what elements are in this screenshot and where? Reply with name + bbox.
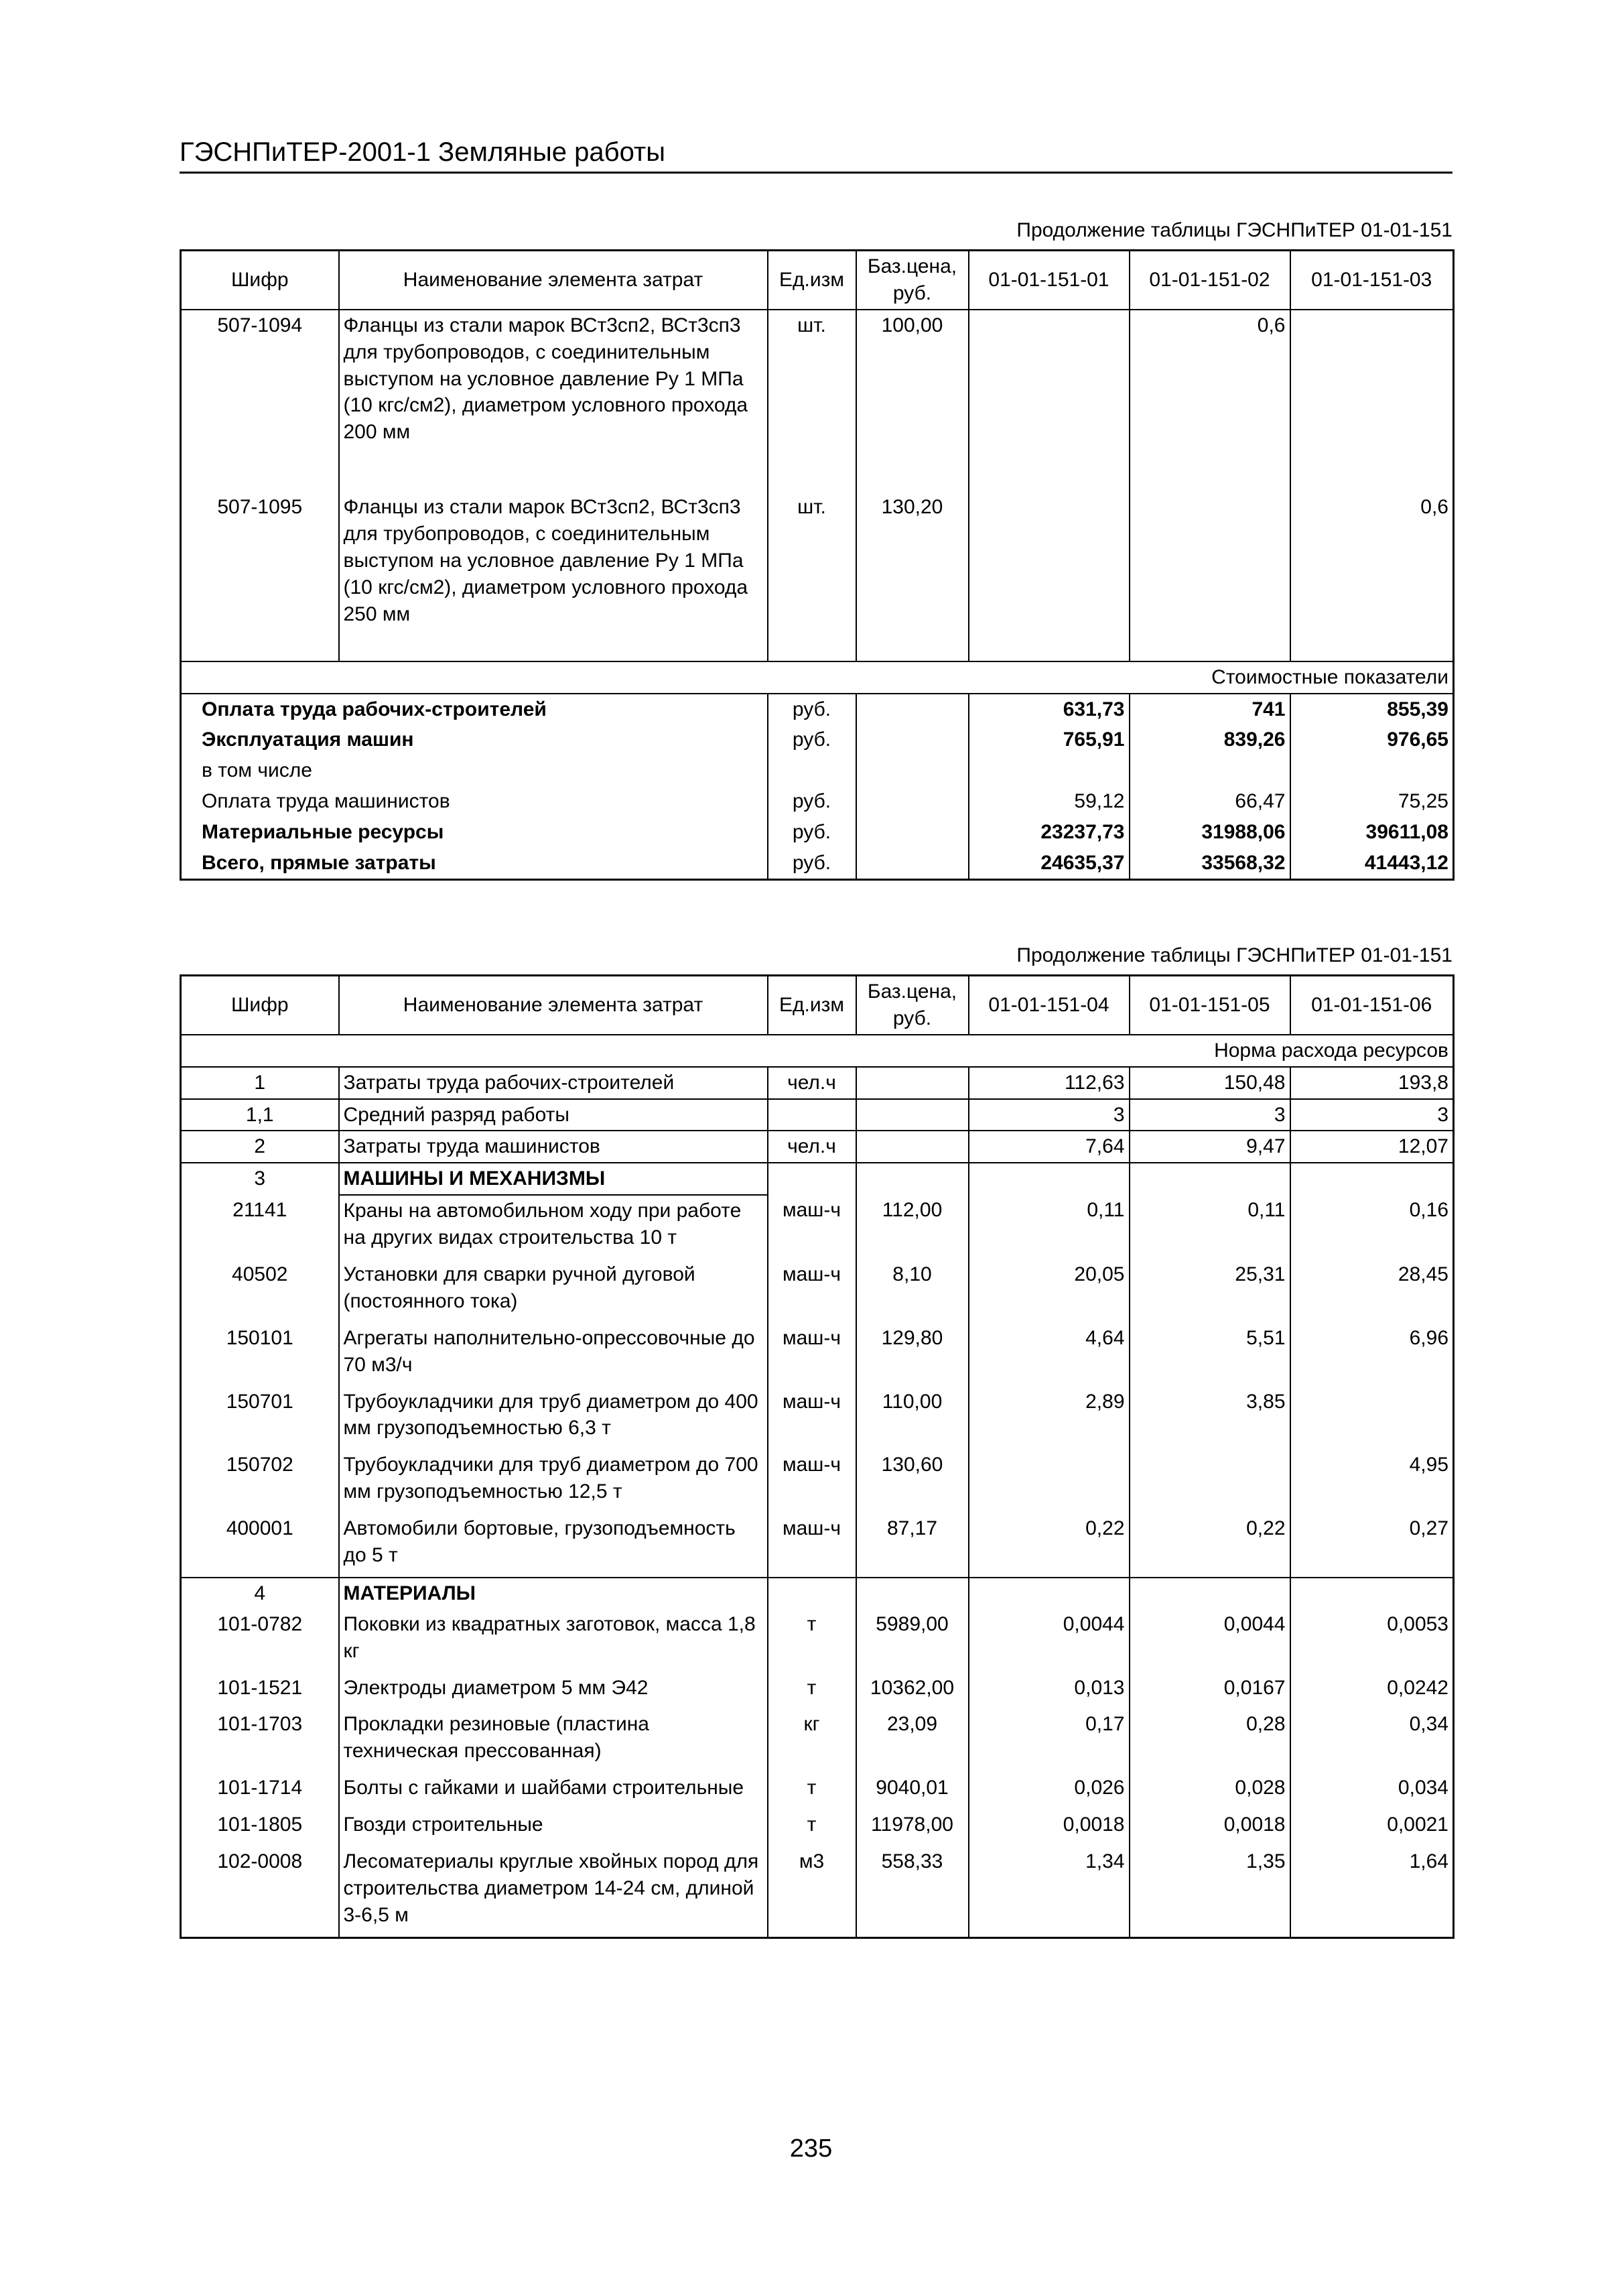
row-price: 130,20 <box>856 492 969 629</box>
section-label: Стоимостные показатели <box>1211 665 1448 688</box>
table-row <box>181 1099 1454 1131</box>
cost-price <box>856 755 969 786</box>
column-header-c3: 01-01-151-06 <box>1290 976 1454 1035</box>
row-unit: чел.ч <box>768 1067 856 1099</box>
spacer-row <box>181 630 1454 661</box>
row-value-c2: 0,22 <box>1130 1513 1290 1578</box>
row-value-c3: 193,8 <box>1290 1067 1454 1099</box>
cost-value-c2: 741 <box>1130 694 1290 725</box>
cost-value-c1: 59,12 <box>969 786 1130 817</box>
row-value-c1: 0,22 <box>969 1513 1130 1578</box>
row-value-c2: 0,0044 <box>1130 1609 1290 1673</box>
row-value-c3: 6,96 <box>1290 1323 1454 1387</box>
group-c2 <box>1130 1163 1290 1195</box>
table-row <box>181 310 1454 448</box>
cost-value-c1: 23237,73 <box>969 817 1130 848</box>
group-row-machines <box>181 1163 1454 1195</box>
row-unit: маш-ч <box>768 1195 856 1259</box>
cost-price <box>856 694 969 725</box>
row-unit: м3 <box>768 1846 856 1937</box>
row-value-c2: 0,0018 <box>1130 1809 1290 1846</box>
row-price: 11978,00 <box>856 1809 969 1846</box>
group-c1 <box>969 1578 1130 1609</box>
row-value-c1 <box>969 310 1130 448</box>
row-code: 40502 <box>232 1263 288 1286</box>
row-value-c3: 4,95 <box>1290 1450 1454 1513</box>
row-code: 101-1805 <box>217 1813 303 1836</box>
cost-price <box>856 786 969 817</box>
row-value-c2: 1,35 <box>1130 1846 1290 1937</box>
column-header-name: Наименование элемента затрат <box>339 976 768 1035</box>
row-value-c3: 0,0053 <box>1290 1609 1454 1673</box>
row-code: 400001 <box>226 1517 293 1540</box>
row-name: Агрегаты наполнительно-опрессовочные до 70 м3/ч <box>339 1323 768 1387</box>
cost-name: Всего, прямые затраты <box>202 852 436 875</box>
cost-price <box>856 817 969 848</box>
row-unit: маш-ч <box>768 1387 856 1450</box>
row-value-c3 <box>1290 310 1454 448</box>
row-value-c1: 0,013 <box>969 1673 1130 1710</box>
cost-price <box>856 724 969 755</box>
row-unit: т <box>768 1673 856 1710</box>
group-unit <box>768 1578 856 1609</box>
row-value-c2: 0,28 <box>1130 1709 1290 1773</box>
group-code: 3 <box>254 1167 266 1190</box>
spacer-row <box>181 448 1454 492</box>
table-row <box>181 1195 1454 1259</box>
row-value-c1: 0,0018 <box>969 1809 1130 1846</box>
row-name: Фланцы из стали марок ВСт3сп2, ВСт3сп3 для трубопроводов, с соединительным выступом на условное давление Ру 1 МПа (10 кгс/см2), диаметром условного прохода 200 мм <box>339 310 768 448</box>
cost-value-c1 <box>969 755 1130 786</box>
group-price <box>856 1578 969 1609</box>
cost-name: Оплата труда машинистов <box>202 790 450 813</box>
row-code: 21141 <box>232 1199 287 1222</box>
row-value-c1: 1,34 <box>969 1846 1130 1937</box>
row-value-c1 <box>969 1450 1130 1513</box>
column-header-code: Шифр <box>230 993 289 1016</box>
table-row <box>181 1846 1454 1937</box>
group-name: МАТЕРИАЛЫ <box>339 1578 768 1609</box>
cost-row <box>181 724 1454 755</box>
row-code: 101-1714 <box>217 1777 303 1799</box>
row-code: 150702 <box>226 1454 293 1476</box>
cost-value-c1: 24635,37 <box>969 848 1130 879</box>
table1-caption: Продолжение таблицы ГЭСНПиТЕР 01-01-151 <box>1016 219 1452 241</box>
row-value-c1: 4,64 <box>969 1323 1130 1387</box>
page-number: 235 <box>789 2134 833 2163</box>
cost-row <box>181 694 1454 725</box>
cost-value-c3: 976,65 <box>1290 724 1454 755</box>
row-value-c2: 150,48 <box>1130 1067 1290 1099</box>
table-row <box>181 1773 1454 1809</box>
group-row-materials <box>181 1578 1454 1609</box>
row-value-c3: 0,34 <box>1290 1709 1454 1773</box>
table-row <box>181 1809 1454 1846</box>
row-price: 87,17 <box>856 1513 969 1578</box>
row-code: 150101 <box>226 1326 293 1349</box>
cost-value-c1: 631,73 <box>969 694 1130 725</box>
column-header-c1: 01-01-151-01 <box>969 251 1130 310</box>
cost-value-c2: 839,26 <box>1130 724 1290 755</box>
table2-caption: Продолжение таблицы ГЭСНПиТЕР 01-01-151 <box>1016 944 1452 966</box>
table-row <box>181 1387 1454 1450</box>
row-value-c3: 12,07 <box>1290 1131 1454 1163</box>
page-header: ГЭСНПиТЕР-2001-1 Земляные работы <box>180 137 1452 174</box>
row-value-c2: 0,028 <box>1130 1773 1290 1809</box>
cost-value-c1: 765,91 <box>969 724 1130 755</box>
row-value-c1: 0,11 <box>969 1195 1130 1259</box>
row-price: 558,33 <box>856 1846 969 1937</box>
column-header-price: Баз.цена, руб. <box>856 976 969 1035</box>
table-row <box>181 492 1454 629</box>
cost-value-c3 <box>1290 755 1454 786</box>
row-price <box>856 1099 969 1131</box>
row-price <box>856 1067 969 1099</box>
row-unit: т <box>768 1809 856 1846</box>
row-value-c1: 0,17 <box>969 1709 1130 1773</box>
row-value-c3 <box>1290 1387 1454 1450</box>
table-row <box>181 1673 1454 1710</box>
row-name: Гвозди строительные <box>339 1809 768 1846</box>
group-c2 <box>1130 1578 1290 1609</box>
row-name: Затраты труда рабочих-строителей <box>339 1067 768 1099</box>
row-value-c2: 3 <box>1130 1099 1290 1131</box>
table-row <box>181 1259 1454 1323</box>
row-price: 10362,00 <box>856 1673 969 1710</box>
row-value-c1: 2,89 <box>969 1387 1130 1450</box>
section-label-row <box>181 1035 1454 1067</box>
row-code: 507-1095 <box>217 496 303 519</box>
row-value-c3: 0,6 <box>1290 492 1454 629</box>
row-price: 23,09 <box>856 1709 969 1773</box>
row-value-c3: 3 <box>1290 1099 1454 1131</box>
row-price: 129,80 <box>856 1323 969 1387</box>
row-value-c2: 3,85 <box>1130 1387 1290 1450</box>
table-row <box>181 1709 1454 1773</box>
row-price: 110,00 <box>856 1387 969 1450</box>
cost-value-c3: 39611,08 <box>1290 817 1454 848</box>
table1 <box>180 249 1455 881</box>
cost-name: Оплата труда рабочих-строителей <box>202 698 547 720</box>
table-row <box>181 1131 1454 1163</box>
cost-value-c3: 855,39 <box>1290 694 1454 725</box>
row-name: Установки для сварки ручной дуговой (постоянного тока) <box>339 1259 768 1323</box>
row-name: Затраты труда машинистов <box>339 1131 768 1163</box>
row-unit: маш-ч <box>768 1259 856 1323</box>
row-name: Электроды диаметром 5 мм Э42 <box>339 1673 768 1710</box>
row-code: 1,1 <box>245 1103 274 1126</box>
row-name: Фланцы из стали марок ВСт3сп2, ВСт3сп3 для трубопроводов, с соединительным выступом на условное давление Ру 1 МПа (10 кгс/см2), диаметром условного прохода 250 мм <box>339 492 768 629</box>
group-c3 <box>1290 1578 1454 1609</box>
row-name: Болты с гайками и шайбами строительные <box>339 1773 768 1809</box>
cost-name: Эксплуатация машин <box>202 728 414 751</box>
row-name: Трубоукладчики для труб диаметром до 400 мм грузоподъемностью 6,3 т <box>339 1387 768 1450</box>
row-value-c3: 0,27 <box>1290 1513 1454 1578</box>
row-unit <box>768 1099 856 1131</box>
row-value-c3: 28,45 <box>1290 1259 1454 1323</box>
row-unit: маш-ч <box>768 1323 856 1387</box>
section-label-row <box>181 661 1454 694</box>
table-row <box>181 1513 1454 1578</box>
row-value-c3: 1,64 <box>1290 1846 1454 1937</box>
row-name: Автомобили бортовые, грузоподъемность до 5 т <box>339 1513 768 1578</box>
group-unit <box>768 1163 856 1195</box>
row-value-c2: 0,6 <box>1130 310 1290 448</box>
cost-name: в том числе <box>202 759 312 782</box>
row-value-c1: 20,05 <box>969 1259 1130 1323</box>
row-name: Средний разряд работы <box>339 1099 768 1131</box>
row-value-c3: 0,16 <box>1290 1195 1454 1259</box>
row-value-c3: 0,0242 <box>1290 1673 1454 1710</box>
row-name: Лесоматериалы круглые хвойных пород для строительства диаметром 14-24 см, длиной 3-6,5 м <box>339 1846 768 1937</box>
cost-row <box>181 848 1454 879</box>
row-code: 507-1094 <box>217 314 303 336</box>
row-price: 130,60 <box>856 1450 969 1513</box>
table-row <box>181 1450 1454 1513</box>
row-name: Прокладки резиновые (пластина техническая прессованная) <box>339 1709 768 1773</box>
row-value-c2 <box>1130 492 1290 629</box>
row-price: 112,00 <box>856 1195 969 1259</box>
row-unit: т <box>768 1609 856 1673</box>
row-value-c3: 0,0021 <box>1290 1809 1454 1846</box>
cost-row <box>181 817 1454 848</box>
row-value-c2: 0,0167 <box>1130 1673 1290 1710</box>
row-value-c1 <box>969 492 1130 629</box>
table-row <box>181 1609 1454 1673</box>
row-value-c2 <box>1130 1450 1290 1513</box>
group-code: 4 <box>254 1582 266 1604</box>
cost-value-c2: 66,47 <box>1130 786 1290 817</box>
table-row <box>181 1323 1454 1387</box>
cost-value-c2 <box>1130 755 1290 786</box>
table2 <box>180 974 1455 1939</box>
group-name: МАШИНЫ И МЕХАНИЗМЫ <box>339 1163 768 1195</box>
row-price <box>856 1131 969 1163</box>
row-value-c2: 9,47 <box>1130 1131 1290 1163</box>
cost-value-c2: 33568,32 <box>1130 848 1290 879</box>
row-value-c3: 0,034 <box>1290 1773 1454 1809</box>
column-header-c2: 01-01-151-05 <box>1130 976 1290 1035</box>
table-header-row <box>181 976 1454 1035</box>
cost-value-c3: 75,25 <box>1290 786 1454 817</box>
group-c3 <box>1290 1163 1454 1195</box>
row-code: 102-0008 <box>217 1850 303 1873</box>
cost-name: Материальные ресурсы <box>202 821 444 844</box>
row-name: Краны на автомобильном ходу при работе на других видах строительства 10 т <box>339 1195 768 1259</box>
column-header-unit: Ед.изм <box>768 251 856 310</box>
cost-unit: руб. <box>768 848 856 879</box>
row-value-c2: 25,31 <box>1130 1259 1290 1323</box>
row-unit: кг <box>768 1709 856 1773</box>
cost-price <box>856 848 969 879</box>
row-price: 5989,00 <box>856 1609 969 1673</box>
cost-unit <box>768 755 856 786</box>
row-price: 9040,01 <box>856 1773 969 1809</box>
table-header-row <box>181 251 1454 310</box>
cost-unit: руб. <box>768 786 856 817</box>
row-price: 8,10 <box>856 1259 969 1323</box>
row-name: Трубоукладчики для труб диаметром до 700 мм грузоподъемностью 12,5 т <box>339 1450 768 1513</box>
row-value-c1: 112,63 <box>969 1067 1130 1099</box>
column-header-price: Баз.цена, руб. <box>856 251 969 310</box>
row-value-c2: 0,11 <box>1130 1195 1290 1259</box>
group-price <box>856 1163 969 1195</box>
cost-unit: руб. <box>768 694 856 725</box>
cost-unit: руб. <box>768 817 856 848</box>
column-header-name: Наименование элемента затрат <box>339 251 768 310</box>
row-value-c1: 0,0044 <box>969 1609 1130 1673</box>
row-code: 101-1521 <box>217 1676 303 1699</box>
column-header-code: Шифр <box>230 268 289 291</box>
row-code: 101-0782 <box>217 1612 303 1635</box>
cost-value-c2: 31988,06 <box>1130 817 1290 848</box>
row-code: 150701 <box>226 1390 293 1413</box>
column-header-c2: 01-01-151-02 <box>1130 251 1290 310</box>
section-label: Норма расхода ресурсов <box>1214 1039 1448 1062</box>
row-code: 1 <box>254 1071 266 1094</box>
row-unit: шт. <box>768 492 856 629</box>
cost-unit: руб. <box>768 724 856 755</box>
row-unit: шт. <box>768 310 856 448</box>
row-value-c1: 7,64 <box>969 1131 1130 1163</box>
row-code: 2 <box>254 1135 266 1158</box>
row-value-c1: 3 <box>969 1099 1130 1131</box>
cost-row <box>181 786 1454 817</box>
row-unit: маш-ч <box>768 1450 856 1513</box>
row-unit: т <box>768 1773 856 1809</box>
group-c1 <box>969 1163 1130 1195</box>
row-unit: маш-ч <box>768 1513 856 1578</box>
column-header-c1: 01-01-151-04 <box>969 976 1130 1035</box>
row-name: Поковки из квадратных заготовок, масса 1,8 кг <box>339 1609 768 1673</box>
row-code: 101-1703 <box>217 1713 303 1736</box>
row-value-c2: 5,51 <box>1130 1323 1290 1387</box>
table-row <box>181 1067 1454 1099</box>
row-value-c1: 0,026 <box>969 1773 1130 1809</box>
row-price: 100,00 <box>856 310 969 448</box>
column-header-unit: Ед.изм <box>768 976 856 1035</box>
row-unit: чел.ч <box>768 1131 856 1163</box>
cost-value-c3: 41443,12 <box>1290 848 1454 879</box>
column-header-c3: 01-01-151-03 <box>1290 251 1454 310</box>
cost-row <box>181 755 1454 786</box>
